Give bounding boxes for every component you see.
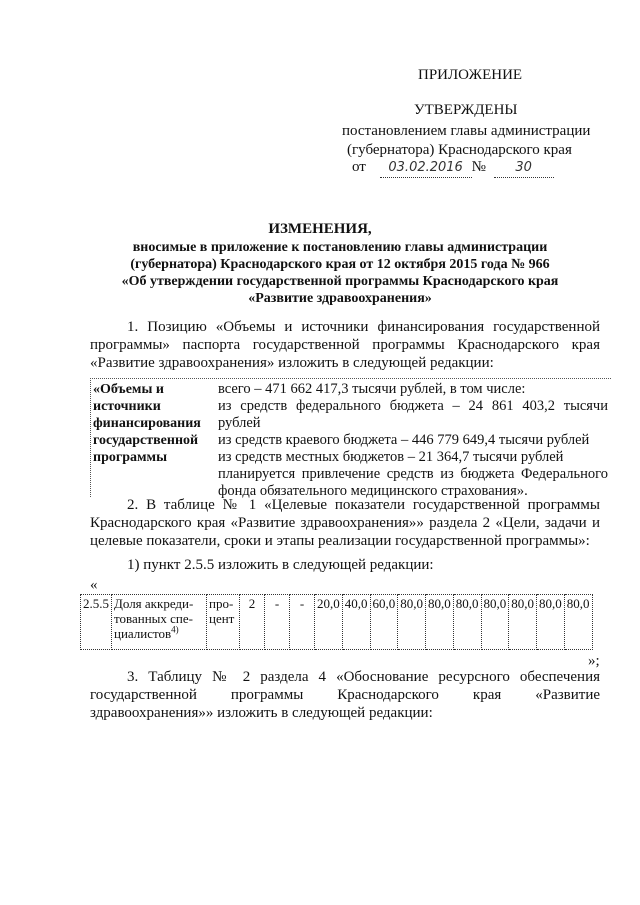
funding-label (93, 381, 215, 466)
cell-value: 80,0 (426, 595, 454, 650)
cell-code: 2.5.5 (81, 595, 112, 650)
subtitle-line: «Об утверждении государственной программы Краснодарского края (121, 274, 559, 289)
funding-label-line: финансирования (93, 416, 201, 431)
cell-name (112, 595, 207, 650)
decree-date-line (352, 158, 554, 178)
quote-open: « (90, 577, 98, 593)
appendix-label: ПРИЛОЖЕНИЕ (418, 67, 523, 83)
funding-block (90, 378, 611, 497)
document-subtitle (60, 239, 620, 307)
decree-date: 03.02.2016 (380, 159, 472, 178)
paragraph-2: 2. В таблице № 1 «Целевые показатели государственной программы Краснодарского края «Развитие здравоохранения»» раздела 2 «Цели, задачи и целевые показатели, сроки и этапы реализации государственной программы»: (90, 497, 600, 549)
funding-label-line: источники (93, 399, 161, 414)
cell-unit: про-цент (207, 595, 240, 650)
subtitle-line: вносимые в приложение к постановлению главы администрации (132, 240, 548, 255)
funding-line: из средств краевого бюджета – 446 779 649,4 тысячи рублей (218, 432, 590, 448)
cell-value: 80,0 (398, 595, 426, 650)
number-label: № (471, 159, 486, 175)
paragraph-3: 3. Таблицу № 2 раздела 4 «Обоснование ресурсного обеспечения государственной программы Краснодарского края «Развитие здравоохранения»» изложить в следующей редакции: (90, 669, 600, 721)
indicator-table (80, 594, 593, 650)
funding-details (218, 381, 608, 500)
table-row (81, 595, 593, 650)
from-label: от (352, 159, 366, 175)
funding-label-line: государственной (93, 433, 199, 448)
approved-label: УТВЕРЖДЕНЫ (414, 102, 518, 118)
document-title: ИЗМЕНЕНИЯ, (268, 221, 372, 237)
paragraph-1: 1. Позицию «Объемы и источники финансирования государственной программы» паспорта государственной программы Краснодарского края «Развитие здравоохранения» изложить в следующей редакции: (90, 319, 600, 371)
cell-value: 80,0 (537, 595, 565, 650)
subtitle-line: «Развитие здравоохранения» (248, 291, 432, 306)
cell-base2: - (290, 595, 315, 650)
cell-value: 80,0 (453, 595, 481, 650)
cell-value: 20,0 (315, 595, 343, 650)
cell-base1: - (265, 595, 290, 650)
funding-line: из средств местных бюджетов – 21 364,7 тысячи рублей (218, 449, 564, 465)
funding-line: планируется привлечение средств из бюджета Федерального фонда обязательного медицинского страхования». (218, 466, 608, 499)
cell-value: 80,0 (481, 595, 509, 650)
paragraph-2b: 1) пункт 2.5.5 изложить в следующей редакции: (127, 557, 434, 573)
funding-line: из средств федерального бюджета – 24 861 403,2 тысячи рублей (218, 398, 608, 431)
cell-name-text: Доля аккреди-тованных спе-циалистов (114, 596, 194, 641)
cell-status: 2 (240, 595, 265, 650)
subtitle-line: (губернатора) Краснодарского края от 12 октября 2015 года № 966 (130, 257, 550, 272)
funding-label-line: программы (93, 450, 167, 465)
decree-number: 30 (494, 159, 554, 178)
cell-value: 60,0 (370, 595, 398, 650)
quote-close: »; (588, 653, 600, 669)
footnote-mark: 4) (171, 624, 179, 635)
funding-label-line: «Объемы и (93, 382, 164, 397)
funding-line: всего – 471 662 417,3 тысячи рублей, в том числе: (218, 381, 526, 397)
decree-line-1: постановлением главы администрации (342, 123, 591, 139)
decree-line-2: (губернатора) Краснодарского края (347, 142, 572, 158)
cell-value: 80,0 (564, 595, 592, 650)
cell-value: 80,0 (509, 595, 537, 650)
cell-value: 40,0 (342, 595, 370, 650)
